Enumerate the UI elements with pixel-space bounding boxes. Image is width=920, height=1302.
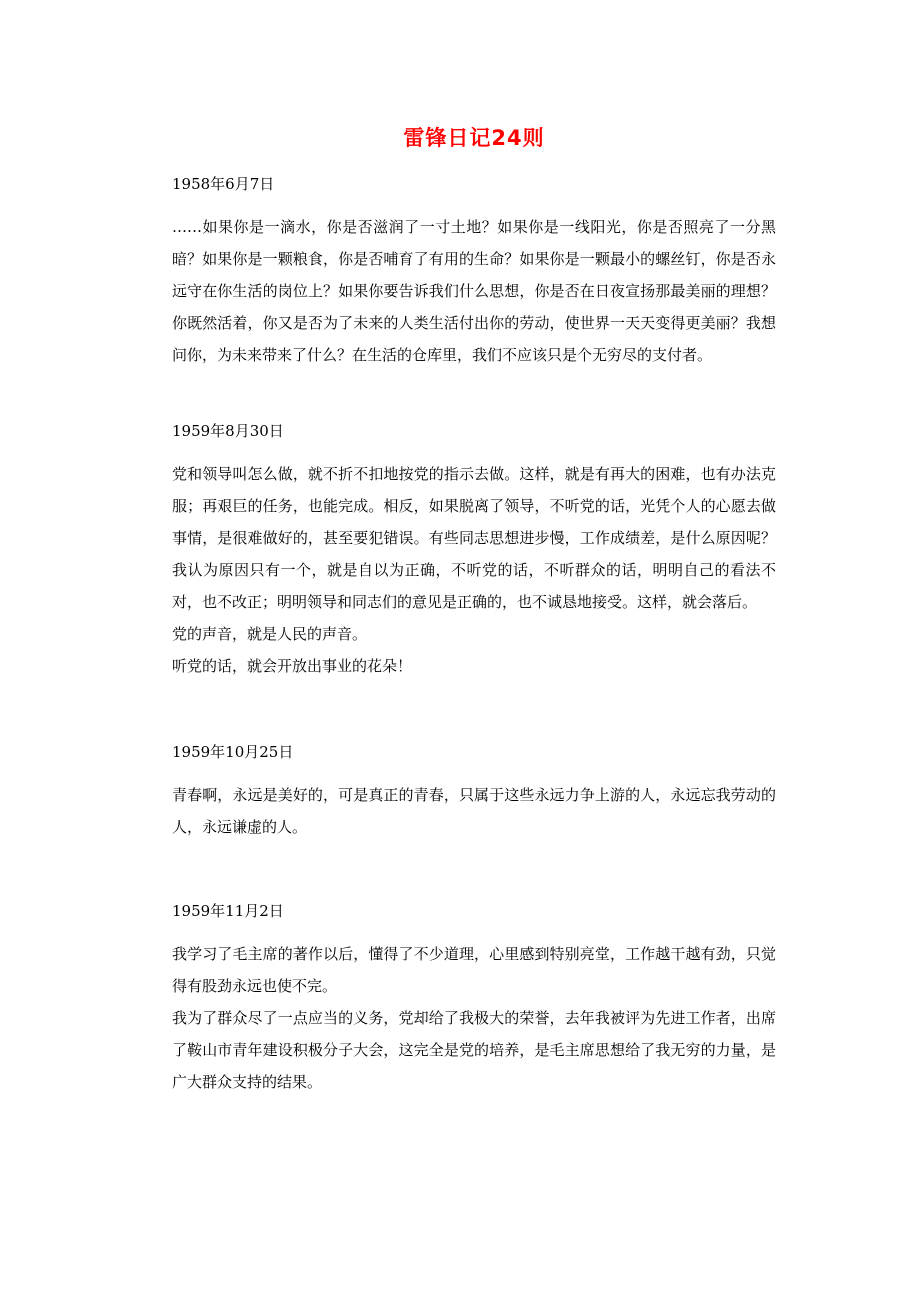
entry-paragraph: 我为了群众尽了一点应当的义务，党却给了我极大的荣誉，去年我被评为先进工作者，出席了鞍山市青年建设积极分子大会，这完全是党的培养，是毛主席思想给了我无穷的力量，是广大群众支持的结果。 (172, 1009, 776, 1091)
entry-paragraph: 听党的话，就会开放出事业的花朵！ (172, 657, 413, 675)
entry-paragraph: 党和领导叫怎么做，就不折不扣地按党的指示去做。这样，就是有再大的困难，也有办法克服；再艰巨的任务，也能完成。相反，如果脱离了领导，不听党的话，光凭个人的心愿去做事情，是很难做好的，甚至要犯错误。有些同志思想进步慢，工作成绩差，是什么原因呢？我认为原因只有一个，就是自以为正确，不听党的话，不听群众的话，明明自己的看法不对，也不改正；明明领导和同志们的意见是正确的，也不诚恳地接受。这样，就会落后。 (172, 465, 776, 611)
document-page (172, 122, 776, 1098)
entry-date: 1959年11月2日 (172, 902, 284, 920)
entry-paragraph: 我学习了毛主席的著作以后，懂得了不少道理，心里感到特别亮堂，工作越干越有劲，只觉得有股劲永远也使不完。 (172, 945, 776, 995)
entry-paragraph: 青春啊，永远是美好的，可是真正的青春，只属于这些永远力争上游的人，永远忘我劳动的人，永远谦虚的人。 (172, 786, 776, 836)
document-title: 雷锋日记24则 (403, 126, 545, 150)
entry-date: 1958年6月7日 (172, 175, 275, 193)
entry-date: 1959年10月25日 (172, 743, 294, 761)
entry-paragraph: ……如果你是一滴水，你是否滋润了一寸土地？如果你是一线阳光，你是否照亮了一分黑暗？如果你是一颗粮食，你是否哺育了有用的生命？如果你是一颗最小的螺丝钉，你是否永远守在你生活的岗位上？如果你要告诉我们什么思想，你是否在日夜宣扬那最美丽的理想？你既然活着，你又是否为了未来的人类生活付出你的劳动，使世界一天天变得更美丽？我想问你，为未来带来了什么？在生活的仓库里，我们不应该只是个无穷尽的支付者。 (172, 218, 776, 364)
entry-date: 1959年8月30日 (172, 422, 284, 440)
diary-entry (172, 421, 776, 682)
diary-entry (172, 174, 776, 371)
entry-paragraph: 党的声音，就是人民的声音。 (172, 625, 368, 643)
diary-entry (172, 742, 776, 843)
diary-entry (172, 901, 776, 1098)
